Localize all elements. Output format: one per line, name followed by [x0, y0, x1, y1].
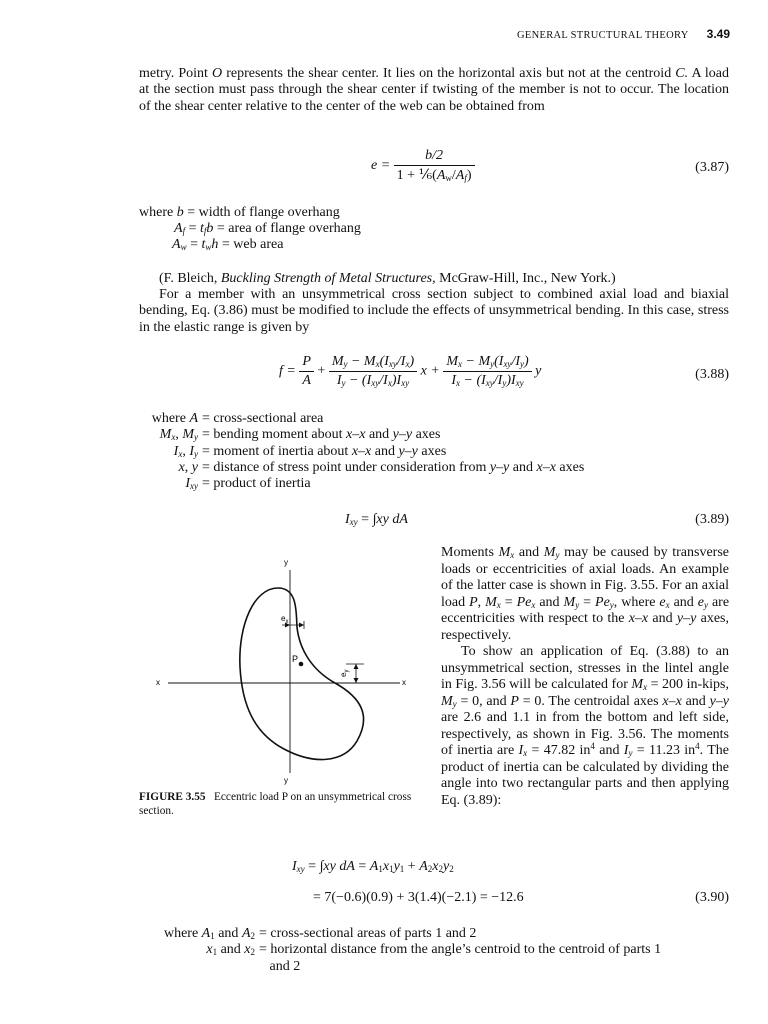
text-run: x [285, 619, 289, 625]
eq-line: $I_{xy} = \int xy$ dA = $A_1x_1y_1 + A_2x_2y_2$ [292, 859, 454, 874]
citation-title: Buckling Strength of Metal Structures, [220, 271, 436, 286]
text-run: $M_y - M_x(I_{xy}/I_x)$ [331, 354, 415, 369]
equation-3-88 [139, 354, 729, 398]
where-definition: = cross-sectional areas of parts 1 and 2 [259, 926, 477, 941]
eq-expression: $I_{xy} = \int xy$ dA [345, 512, 408, 527]
caption-number: FIGURE 3.55 [139, 791, 206, 803]
text-run: w [205, 242, 212, 252]
text-run: A [302, 373, 311, 388]
where-symbol: $M_x$, $M_y$ [159, 427, 198, 443]
where-definition: = cross-sectional area [202, 411, 324, 426]
figure-3-55-caption [139, 791, 431, 818]
text-run: b [176, 205, 184, 220]
equation-number: (3.87) [695, 160, 729, 175]
text-run: e [339, 672, 348, 677]
text-run: A [172, 237, 181, 252]
text-run: t [201, 237, 206, 252]
text-run: represents the shear center. It lies on the horizontal axis but not at the centroid [222, 66, 676, 81]
paragraph-moments: Moments $M_x$ and $M_y$ may be caused by transverse loads or eccentricities of axial loads. An example of the latter case is shown in Fig. 3.55. For an axial load P, $M_x = Pe_x$ and $M_y = Pe_y$, where $e_x$ and $e_y$ are eccentricities with respect to the x–x and y–y axes, respectively. [441, 545, 730, 643]
eq-fraction [299, 354, 314, 389]
equation-number: (3.90) [695, 890, 729, 905]
text-run: / [451, 168, 456, 183]
equation-3-90 [139, 859, 729, 909]
eq-line: = 7(−0.6)(0.9) + 3(1.4)(−2.1) = −12.6 [313, 890, 524, 905]
where-line [139, 205, 340, 221]
text-run: = area of flange overhang [213, 221, 361, 236]
equation-number: (3.89) [695, 512, 729, 527]
y-axis-label-bottom: y [284, 776, 288, 785]
paragraph-intro [139, 66, 729, 115]
ey-arrow-icon [354, 678, 359, 683]
caption-text: Eccentric load P on an unsymmetrical cross section. [139, 791, 412, 817]
equation-number: (3.88) [695, 367, 729, 382]
text-run: t [199, 221, 204, 236]
where-definition: and 2 [259, 958, 301, 974]
y-axis-label-top: y [284, 558, 288, 567]
right-column-text [441, 545, 729, 809]
text-run: $M_x - M_y(I_{xy}/I_y)$ [446, 354, 529, 369]
text-run: y [535, 363, 542, 379]
text-run: O [212, 66, 223, 81]
x-axis-label-left: x [156, 678, 160, 687]
x-axis-label-right: x [402, 678, 406, 687]
text-run: McGraw-Hill, Inc., New York.) [435, 271, 616, 286]
equation-3-89 [139, 512, 729, 530]
text-run: 1 + ⅙( [396, 168, 437, 183]
text-run: = web area [218, 237, 284, 252]
text-run: f [464, 173, 467, 183]
text-run: A [174, 221, 183, 236]
text-run: metry. Point [139, 66, 213, 81]
eq-fraction [443, 354, 531, 389]
eq-numerator [394, 148, 475, 166]
text-run: b [206, 221, 214, 236]
citation [139, 271, 729, 287]
text-run: f [203, 226, 207, 236]
where-symbol: $I_x$, $I_y$ [173, 443, 198, 459]
text-run: h [211, 237, 219, 252]
running-title: GENERAL STRUCTURAL THEORY [517, 30, 689, 41]
text-run: e [281, 614, 286, 623]
where-symbol: x, y [178, 459, 198, 475]
where-symbol: $I_{xy}$ [185, 476, 198, 492]
text-run: = width of flange overhang [183, 205, 340, 220]
text-run: w [180, 242, 187, 252]
text-run: = [186, 237, 202, 252]
text-run: b/2 [425, 148, 444, 163]
load-point-p [299, 662, 304, 667]
equation-3-87 [139, 148, 729, 188]
ex-arrow-icon [299, 623, 304, 628]
where-symbol: where $A_1$ and $A_2$ [163, 926, 255, 941]
eq-lhs: f = [279, 363, 296, 379]
ey-label [339, 670, 350, 677]
text-run: y [344, 669, 350, 673]
eq-fraction [329, 354, 417, 389]
text-run: + [317, 363, 326, 379]
where-definition: = distance of stress point under consideration from y–y and x–x axes [202, 459, 585, 475]
where-definition: = product of inertia [202, 476, 311, 492]
text-run: $I_y - (I_{xy}/I_x)I_{xy}$ [336, 373, 410, 388]
where-definition: = horizontal distance from the angle’s centroid to the centroid of parts 1 [259, 942, 662, 958]
text-run: ) [466, 168, 472, 183]
page-number: 3.49 [706, 27, 730, 41]
eq-denominator [394, 166, 475, 184]
where-line [172, 237, 283, 253]
text-run: w [445, 173, 452, 183]
paragraph-application: To show an application of Eq. (3.88) to an unsymmetrical section, stresses in the lintel angle in Fig. 3.56 will be calculated for $M_x = 200$ in-kips, $M_y = 0$, and P = 0. The centroidal axes x–x and y–y are 2.6 and 1.1 in from the bottom and left side, respectively, as shown in Fig. 3.56. The moments of inertia are $I_x = 47.82$ $in^4$ and $I_y = 11.23$ $in^4$. The product of inertia can be calculated by dividing the angle into two rectangular parts and then applying Eq. (3.89): [441, 644, 730, 808]
where-line [174, 221, 361, 237]
ex-label [281, 614, 288, 625]
paragraph-unsymmetrical [139, 287, 729, 336]
text-run: $I_x - (I_{xy}/I_y)I_{xy}$ [451, 373, 524, 388]
where-symbol: $x_1$ and $x_2$ [206, 942, 255, 958]
text-run: (F. Bleich, [159, 271, 221, 286]
ey-arrow-icon [354, 664, 359, 669]
running-header [517, 27, 730, 41]
p-label: P [292, 654, 299, 664]
text-run: A [436, 168, 446, 183]
text-run: C. [675, 66, 689, 81]
text-run: f [182, 226, 186, 236]
text-run: For a member with an unsymmetrical cross section subject to combined axial load and biaxial bending, Eq. (3.86) must be modified to include the effects of unsymmetrical bending. In this case, stress in the elastic range is given by [139, 287, 729, 335]
text-run: A load at the section must pass through the shear center if twisting of the member is not to occur. The location of the shear center relative to the center of the web can be obtained from [139, 66, 730, 114]
figure-3-55-diagram [150, 555, 420, 785]
text-run: x + [420, 363, 440, 379]
where-symbol: where A [151, 411, 198, 426]
text-run: where [139, 205, 177, 220]
eq-fraction [394, 148, 475, 184]
text-run: A [455, 168, 465, 183]
eq-lhs: e = [371, 158, 391, 173]
text-run: = [185, 221, 200, 236]
where-definition: = moment of inertia about x–x and y–y axes [202, 443, 447, 459]
text-run: P [302, 354, 311, 369]
where-definition: = bending moment about x–x and y–y axes [202, 427, 441, 443]
